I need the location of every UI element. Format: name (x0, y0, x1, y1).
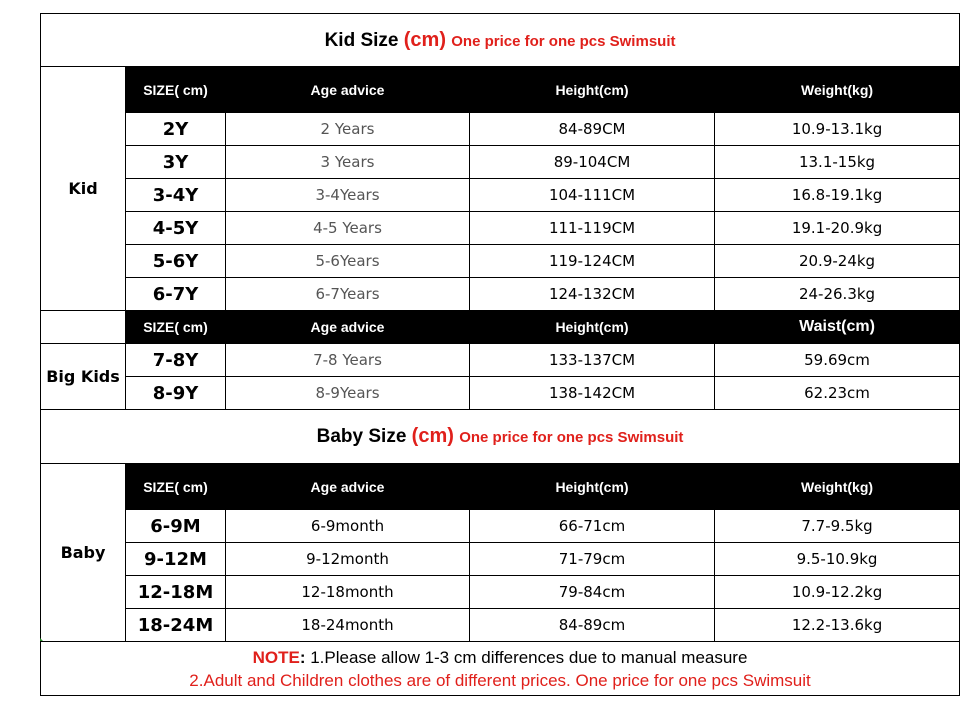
size-cell: 6-7Y (126, 278, 226, 311)
baby-header-row (41, 464, 960, 510)
header-weight: Weight(kg) (715, 464, 960, 510)
age-cell: 6-7Years (226, 278, 470, 311)
kid-size-title-row (41, 14, 960, 67)
size-chart-table (40, 13, 960, 696)
baby-size-title-row (41, 410, 960, 464)
weight-cell: 19.1-20.9kg (715, 212, 960, 245)
waist-cell: 62.23cm (715, 377, 960, 410)
waist-cell: 59.69cm (715, 344, 960, 377)
weight-cell: 9.5-10.9kg (715, 543, 960, 576)
height-cell: 66-71cm (470, 510, 715, 543)
height-cell: 138-142CM (470, 377, 715, 410)
height-cell: 79-84cm (470, 576, 715, 609)
size-cell: 2Y (126, 113, 226, 146)
footer-note (41, 642, 960, 696)
note-line1-text: 1.Please allow 1-3 cm differences due to manual measure (305, 647, 748, 667)
corner-mark (40, 638, 43, 641)
height-cell: 124-132CM (470, 278, 715, 311)
age-cell: 18-24month (226, 609, 470, 642)
table-row (41, 212, 960, 245)
size-cell: 8-9Y (126, 377, 226, 410)
height-cell: 84-89cm (470, 609, 715, 642)
footer-note-line2: 2.Adult and Children clothes are of different prices. One price for one pcs Swimsuit (189, 670, 811, 690)
header-height: Height(cm) (470, 67, 715, 113)
weight-cell: 13.1-15kg (715, 146, 960, 179)
header-weight: Weight(kg) (715, 67, 960, 113)
age-cell: 12-18month (226, 576, 470, 609)
weight-cell: 12.2-13.6kg (715, 609, 960, 642)
size-cell: 5-6Y (126, 245, 226, 278)
header-height: Height(cm) (470, 311, 715, 344)
table-row (41, 146, 960, 179)
height-cell: 104-111CM (470, 179, 715, 212)
size-cell: 3-4Y (126, 179, 226, 212)
age-cell: 3 Years (226, 146, 470, 179)
table-row (41, 113, 960, 146)
header-size: SIZE( cm) (126, 464, 226, 510)
weight-cell: 7.7-9.5kg (715, 510, 960, 543)
weight-cell: 10.9-13.1kg (715, 113, 960, 146)
group-label-big-kids: Big Kids (41, 344, 126, 410)
weight-cell: 16.8-19.1kg (715, 179, 960, 212)
height-cell: 133-137CM (470, 344, 715, 377)
header-age: Age advice (226, 67, 470, 113)
size-cell: 4-5Y (126, 212, 226, 245)
height-cell: 111-119CM (470, 212, 715, 245)
header-height: Height(cm) (470, 464, 715, 510)
size-cell: 9-12M (126, 543, 226, 576)
size-cell: 7-8Y (126, 344, 226, 377)
table-row (41, 543, 960, 576)
baby-size-unit: (cm) (411, 425, 454, 447)
age-cell: 4-5 Years (226, 212, 470, 245)
header-age: Age advice (226, 464, 470, 510)
size-cell: 3Y (126, 146, 226, 179)
size-cell: 6-9M (126, 510, 226, 543)
table-row (41, 179, 960, 212)
note-label: NOTE (252, 647, 300, 667)
kid-size-title: Kid Size (cm) One price for one pcs Swimsuit (41, 14, 960, 67)
table-row (41, 344, 960, 377)
header-age: Age advice (226, 311, 470, 344)
weight-cell: 24-26.3kg (715, 278, 960, 311)
height-cell: 84-89CM (470, 113, 715, 146)
table-row (41, 510, 960, 543)
baby-size-title: Baby Size (cm) One price for one pcs Swimsuit (41, 410, 960, 464)
size-cell: 12-18M (126, 576, 226, 609)
age-cell: 6-9month (226, 510, 470, 543)
table-row (41, 377, 960, 410)
weight-cell: 10.9-12.2kg (715, 576, 960, 609)
age-cell: 5-6Years (226, 245, 470, 278)
weight-cell: 20.9-24kg (715, 245, 960, 278)
footer-note-line1: NOTE: 1.Please allow 1-3 cm differences due to manual measure (252, 647, 748, 667)
age-cell: 9-12month (226, 543, 470, 576)
big-kids-header-row (41, 311, 960, 344)
height-cell: 89-104CM (470, 146, 715, 179)
age-cell: 7-8 Years (226, 344, 470, 377)
group-label-kid: Kid (41, 67, 126, 311)
table-row (41, 278, 960, 311)
kid-header-row (41, 67, 960, 113)
size-cell: 18-24M (126, 609, 226, 642)
age-cell: 8-9Years (226, 377, 470, 410)
header-waist: Waist(cm) (715, 311, 960, 344)
age-cell: 3-4Years (226, 179, 470, 212)
kid-size-unit: (cm) (403, 28, 446, 51)
table-row (41, 576, 960, 609)
header-size: SIZE( cm) (126, 67, 226, 113)
height-cell: 119-124CM (470, 245, 715, 278)
table-row (41, 245, 960, 278)
table-row (41, 609, 960, 642)
footer-note-row (41, 642, 960, 696)
header-size: SIZE( cm) (126, 311, 226, 344)
age-cell: 2 Years (226, 113, 470, 146)
group-label-baby: Baby (41, 464, 126, 642)
height-cell: 71-79cm (470, 543, 715, 576)
baby-size-note: One price for one pcs Swimsuit (459, 429, 684, 446)
kid-size-note: One price for one pcs Swimsuit (451, 32, 676, 50)
big-kids-header-spacer (41, 311, 126, 344)
